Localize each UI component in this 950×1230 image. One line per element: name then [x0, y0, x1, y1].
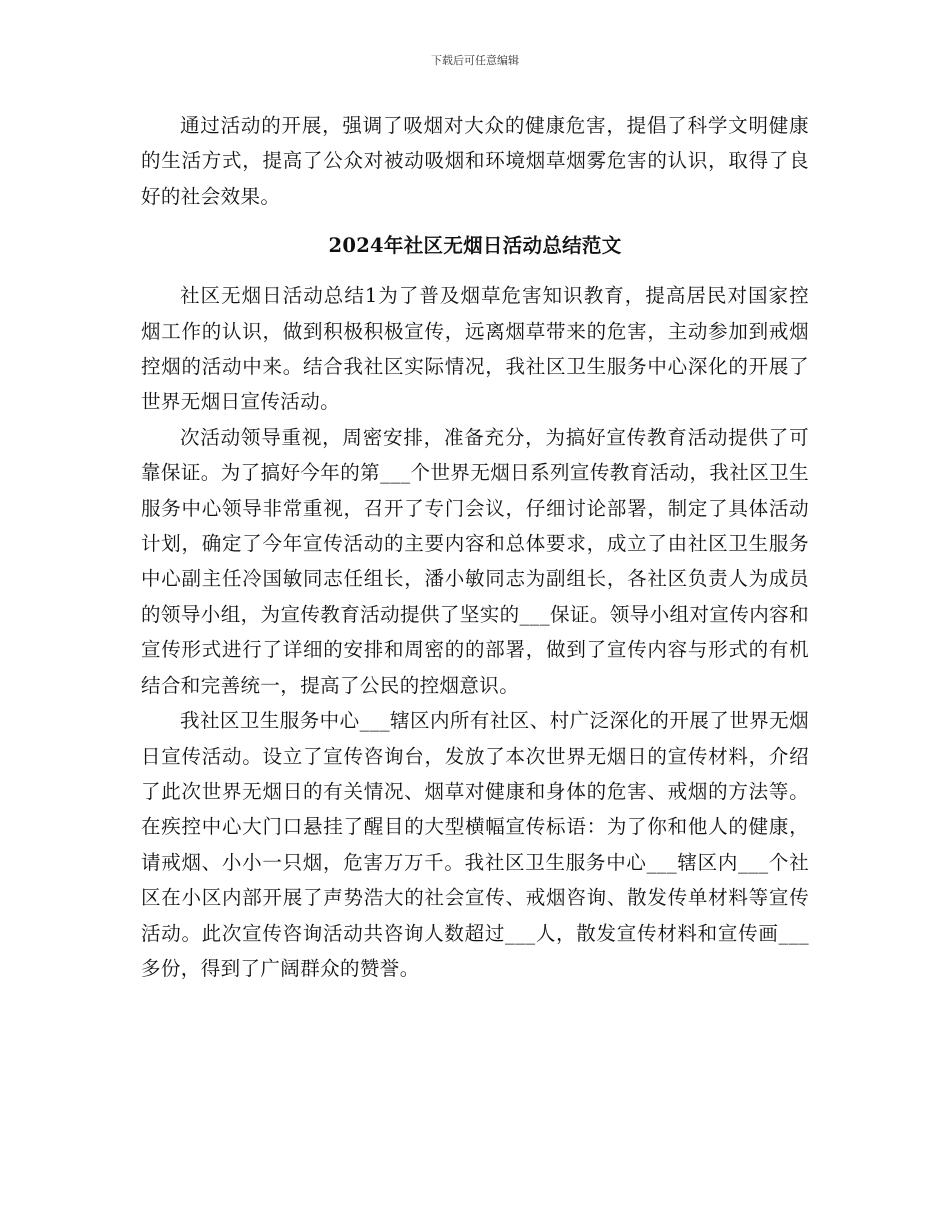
intro-paragraph: 通过活动的开展，强调了吸烟对大众的健康危害，提倡了科学文明健康的生活方式，提高了公众对被动吸烟和环境烟草烟雾危害的认识，取得了良好的社会效果。: [141, 114, 809, 208]
document-body: [141, 108, 809, 986]
document-title: 2024年社区无烟日活动总结范文: [328, 234, 622, 258]
body-paragraph-1: 社区无烟日活动总结1为了普及烟草危害知识教育，提高居民对国家控烟工作的认识，做到积极积极宣传，远离烟草带来的危害，主动参加到戒烟控烟的活动中来。结合我社区实际情况，我社区卫生服务中心深化的开展了世界无烟日宣传活动。: [141, 284, 809, 414]
page-header-note: 下载后可任意编辑: [431, 54, 519, 67]
body-paragraph-2: 次活动领导重视，周密安排，准备充分，为搞好宣传教育活动提供了可靠保证。为了搞好今年的第___个世界无烟日系列宣传教育活动，我社区卫生服务中心领导非常重视，召开了专门会议，仔细讨论部署，制定了具体活动计划，确定了今年宣传活动的主要内容和总体要求，成立了由社区卫生服务中心副主任冷国敏同志任组长，潘小敏同志为副组长，各社区负责人为成员的领导小组，为宣传教育活动提供了坚实的___保证。领导小组对宣传内容和宣传形式进行了详细的安排和周密的的部署，做到了宣传内容与形式的有机结合和完善统一，提高了公民的控烟意识。: [141, 425, 809, 697]
body-paragraph-3: 我社区卫生服务中心___辖区内所有社区、村广泛深化的开展了世界无烟日宣传活动。设立了宣传咨询台，发放了本次世界无烟日的宣传材料，介绍了此次世界无烟日的有关情况、烟草对健康和身体的危害、戒烟的方法等。在疾控中心大门口悬挂了醒目的大型横幅宣传标语：为了你和他人的健康，请戒烟、小小一只烟，危害万万千。我社区卫生服务中心___辖区内___个社区在小区内部开展了声势浩大的社会宣传、戒烟咨询、散发传单材料等宣传活动。此次宣传咨询活动共咨询人数超过___人，散发宣传材料和宣传画___多份，得到了广阔群众的赞誉。: [141, 709, 809, 980]
